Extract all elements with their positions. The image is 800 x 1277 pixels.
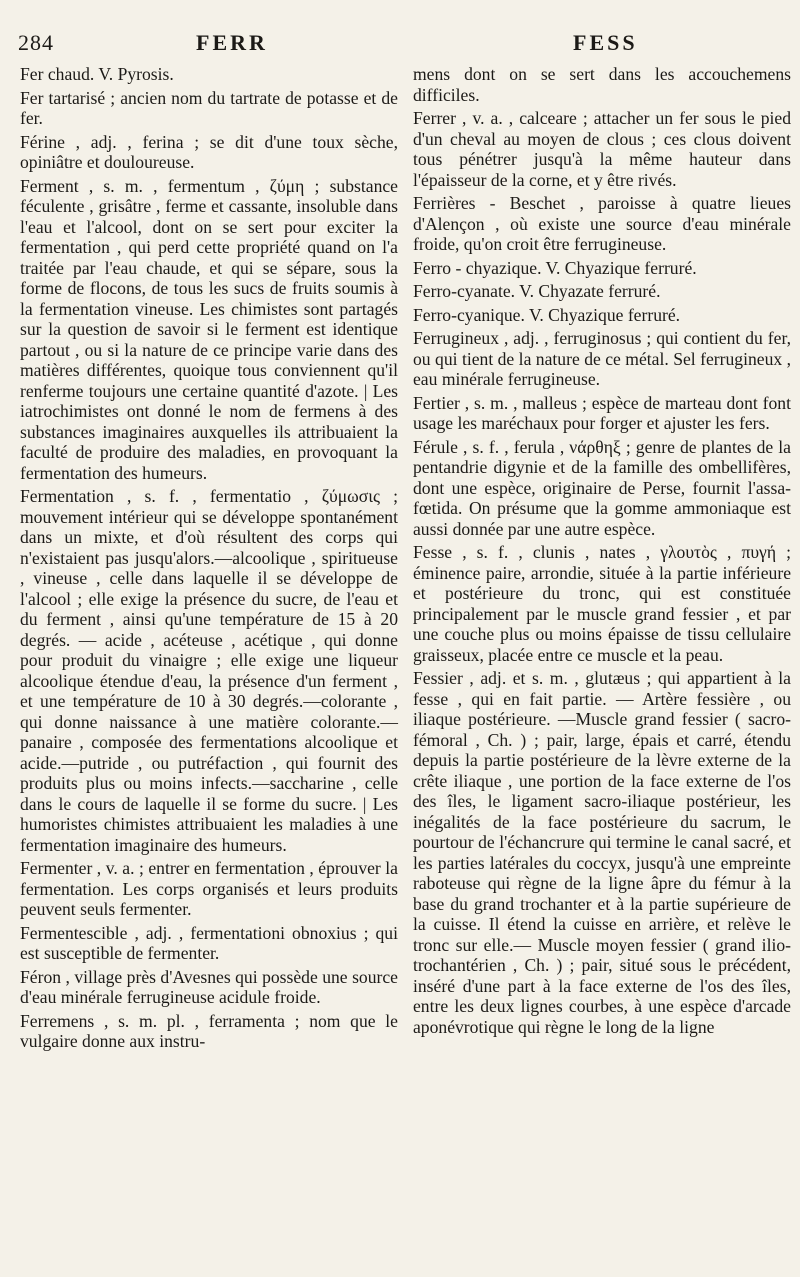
entry-ferrugineux: Ferrugineux , adj. , ferruginosus ; qui contient du fer, ou qui tient de la nature de ce métal. Sel ferrugineux , eau minérale ferrugineuse. bbox=[413, 328, 791, 389]
entry-ferremens-continued: mens dont on se sert dans les accouchemens difficiles. bbox=[413, 64, 791, 105]
left-running-head: FERR bbox=[196, 30, 268, 55]
entry-fessier: Fessier , adj. et s. m. , glutæus ; qui appartient à la fesse , qui en fait partie. — Artère fessière , ou iliaque postérieure. —Muscle grand fessier ( sacro-fémoral , Ch. ) ; pair, large, épais et carré, étendu depuis la partie postérieure de la lèvre externe de la crête iliaque , une portion de la face externe de l'os des îles, le ligament sacro-iliaque postérieur, les inégalités de la face postérieure du sacrum, le pourtour de l'échancrure qui termine le canal sacré, et les parties latérales du coccyx, jusqu'à une empreinte raboteuse qui règne de la ligne âpre du fémur à la base du grand trochanter et à la partie supérieure de la cuisse. Il étend la cuisse en arrière, et relève le tronc sur elle.— Muscle moyen fessier ( grand ilio-trochantérien , Ch. ) ; pair, situé sous le précédent, inséré d'une part à la face externe de l'os des îles, entre les deux lignes courbes, à une espèce d'arcade aponévrotique qui règne le long de la ligne bbox=[413, 668, 791, 1037]
entry-ferrer: Ferrer , v. a. , calceare ; attacher un fer sous le pied d'un cheval au moyen de clous ; ces clous doivent tous pénétrer jusqu'à la même hauteur dans l'épaisseur de la corne, et y être rivés. bbox=[413, 108, 791, 190]
left-column bbox=[20, 64, 398, 1055]
entry-ferro-chyazique: Ferro - chyazique. V. Chyazique ferruré. bbox=[413, 257, 697, 278]
entry-ferule: Férule , s. f. , ferula , νάρθηξ ; genre de plantes de la pentandrie digynie et de la famille des ombellifères, dont une espèce, originaire de Perse, fournit l'assa-fœtida. On présume que la gomme ammoniaque est aussi donnée par une autre espèce. bbox=[413, 436, 791, 539]
entry-fesse: Fesse , s. f. , clunis , nates , γλουτὸς , πυγή ; éminence paire, arrondie, située à la partie inférieure et postérieure du tronc, qui est constituée principalement par le muscle grand fessier , et par une couche plus ou moins épaisse de tissu cellulaire graisseux, placée entre ce muscle et la peau. bbox=[413, 542, 791, 665]
page-number: 284 bbox=[18, 30, 54, 55]
entry-fer-tartarise: Fer tartarisé ; ancien nom du tartrate de potasse et de fer. bbox=[20, 87, 398, 128]
entry-fermentescible: Fermentescible , adj. , fermentationi obnoxius ; qui est susceptible de fermenter. bbox=[20, 922, 398, 963]
entry-feron: Féron , village près d'Avesnes qui possède une source d'eau minérale ferrugineuse acidule froide. bbox=[20, 966, 398, 1007]
entry-ferrieres-beschet: Ferrières - Beschet , paroisse à quatre lieues d'Alençon , où existe une source d'eau minérale froide, qu'on croit être ferrugineuse. bbox=[413, 193, 791, 254]
entry-ferment: Ferment , s. m. , fermentum , ζύμη ; substance féculente , grisâtre , ferme et cassante, insoluble dans l'eau et l'alcool, dont on se sert pour exciter la fermentation , qui perd cette propriété quand on l'a traitée par l'eau chaude, et qui se sépare, sous la forme de flocons, de tous les sucs de fruits soumis à la fermentation vineuse. Les chimistes sont partagés sur la question de savoir si le ferment est identique partout , ou si la nature de ce principe varie dans des matières différentes, quoique tous conviennent qu'il renferme toujours une certaine quantité d'azote. | Les iatrochimistes ont donné le nom de fermens à des substances imaginaires auxquelles ils attribuaient la faculté de produire des maladies, en provoquant la fermentation des humeurs. bbox=[20, 175, 398, 483]
right-running-head: FESS bbox=[573, 30, 638, 55]
entry-ferro-cyanate: Ferro-cyanate. V. Chyazate ferruré. bbox=[413, 281, 661, 301]
entry-ferro-cyanique: Ferro-cyanique. V. Chyazique ferruré. bbox=[413, 304, 681, 325]
entry-fertier: Fertier , s. m. , malleus ; espèce de marteau dont font usage les maréchaux pour forger et ajuster les fers. bbox=[413, 392, 791, 433]
entry-fermentation: Fermentation , s. f. , fermentatio , ζύμωσις ; mouvement intérieur qui se développe spontanément dans un mixte, et d'où résultent des corps qui n'existaient pas jusqu'alors.—alcoolique , spiritueuse , vineuse , celle dans laquelle il se développe de l'alcool ; elle exige la présence du sucre, de l'eau et du ferment , ainsi qu'une température de 15 à 20 degrés. — acide , acéteuse , acétique , qui donne pour produit du vinaigre ; elle exige une liqueur alcoolique étendue d'eau, la présence d'un ferment , et une température de 10 à 30 degrés.—colorante , qui donne naissance à une matière colorante.—panaire , composée des fermentations alcoolique et acide.—putride , ou putréfaction , qui fournit des produits plus ou moins infects.—saccharine , celle dans le cours de laquelle il se forme du sucre. | Les humoristes chimistes attribuaient les maladies à une fermentation imaginaire des humeurs. bbox=[20, 486, 398, 855]
page-header bbox=[18, 30, 782, 60]
right-column bbox=[413, 64, 791, 1040]
entry-ferine: Férine , adj. , ferina ; se dit d'une toux sèche, opiniâtre et douloureuse. bbox=[20, 131, 398, 172]
entry-fermenter: Fermenter , v. a. ; entrer en fermentation , éprouver la fermentation. Les corps organisés et leurs produits peuvent seuls fermenter. bbox=[20, 858, 398, 919]
entry-ferremens: Ferremens , s. m. pl. , ferramenta ; nom que le vulgaire donne aux instru- bbox=[20, 1010, 398, 1051]
entry-fer-chaud: Fer chaud. V. Pyrosis. bbox=[20, 64, 174, 84]
